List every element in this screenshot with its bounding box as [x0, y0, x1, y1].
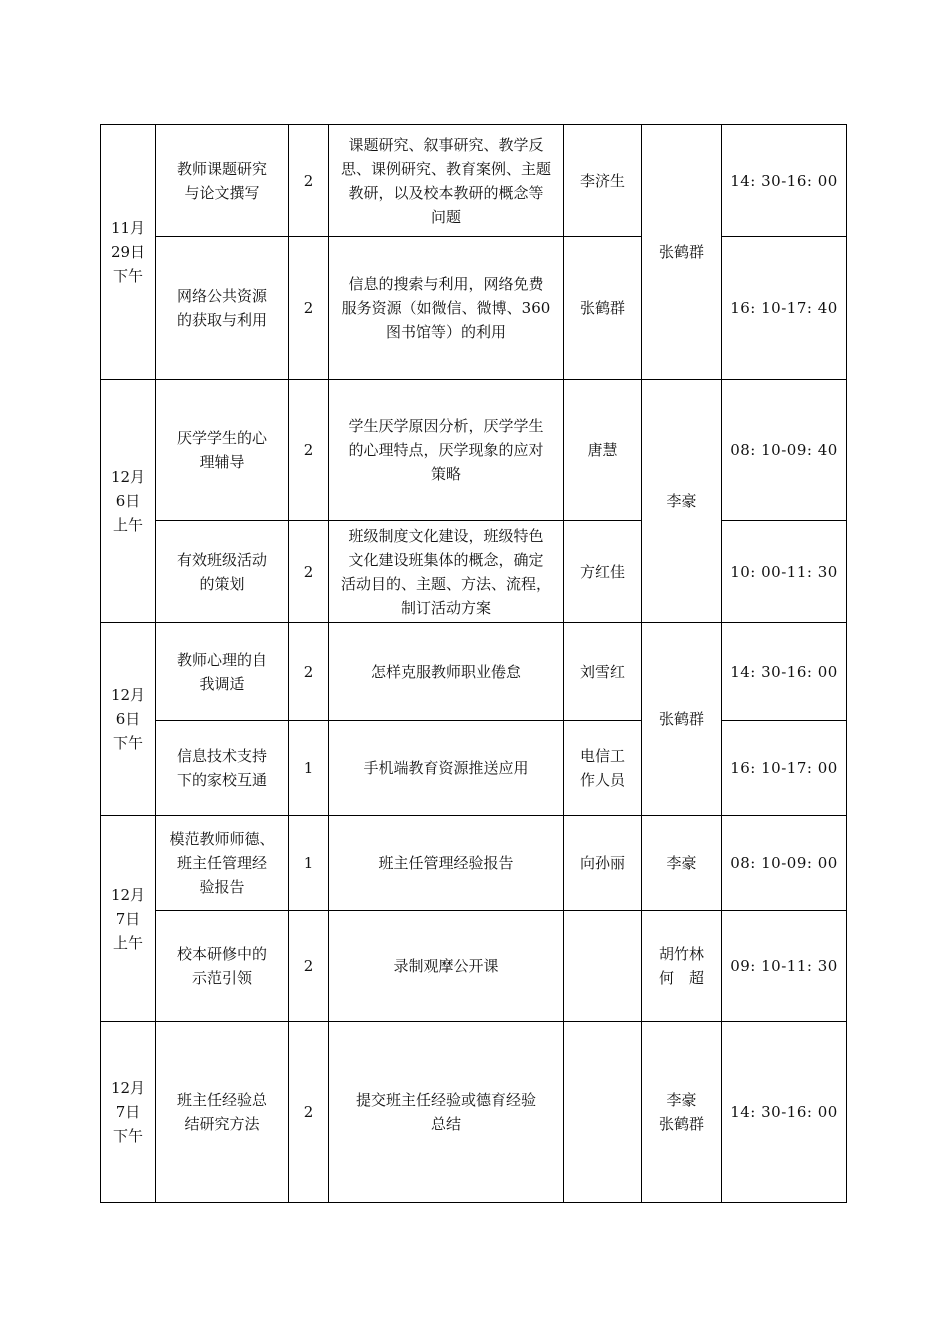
table-row — [101, 623, 847, 721]
table-row — [101, 721, 847, 816]
date-cell: 12月 7日 上午 — [101, 816, 156, 1022]
lecturer-cell: 向孙丽 — [564, 816, 642, 911]
time-cell: 14: 30-16: 00 — [722, 125, 847, 237]
host-cell: 李豪 — [642, 380, 722, 623]
time-cell: 16: 10-17: 40 — [722, 237, 847, 380]
hours-cell: 2 — [289, 911, 329, 1022]
host-cell: 张鹤群 — [642, 125, 722, 380]
table-row — [101, 816, 847, 911]
topic-cell: 校本研修中的 示范引领 — [156, 911, 289, 1022]
hours-cell: 2 — [289, 623, 329, 721]
table-row — [101, 521, 847, 623]
date-cell: 11月 29日 下午 — [101, 125, 156, 380]
time-cell: 09: 10-11: 30 — [722, 911, 847, 1022]
content-cell: 班级制度文化建设，班级特色 文化建设班集体的概念，确定 活动目的、主题、方法、流程， 制订活动方案 — [329, 521, 564, 623]
content-cell: 学生厌学原因分析，厌学学生 的心理特点，厌学现象的应对 策略 — [329, 380, 564, 521]
table-row — [101, 125, 847, 237]
content-cell: 手机端教育资源推送应用 — [329, 721, 564, 816]
time-cell: 14: 30-16: 00 — [722, 1022, 847, 1203]
date-cell: 12月 6日 下午 — [101, 623, 156, 816]
lecturer-cell: 李济生 — [564, 125, 642, 237]
time-cell: 10: 00-11: 30 — [722, 521, 847, 623]
host-cell: 李豪 张鹤群 — [642, 1022, 722, 1203]
lecturer-cell: 方红佳 — [564, 521, 642, 623]
hours-cell: 2 — [289, 521, 329, 623]
time-cell: 14: 30-16: 00 — [722, 623, 847, 721]
time-cell: 16: 10-17: 00 — [722, 721, 847, 816]
content-cell: 怎样克服教师职业倦怠 — [329, 623, 564, 721]
host-cell: 张鹤群 — [642, 623, 722, 816]
hours-cell: 1 — [289, 721, 329, 816]
schedule-table — [100, 124, 847, 1203]
hours-cell: 2 — [289, 380, 329, 521]
topic-cell: 教师心理的自 我调适 — [156, 623, 289, 721]
hours-cell: 1 — [289, 816, 329, 911]
topic-cell: 教师课题研究 与论文撰写 — [156, 125, 289, 237]
table-row — [101, 911, 847, 1022]
content-cell: 班主任管理经验报告 — [329, 816, 564, 911]
hours-cell: 2 — [289, 237, 329, 380]
topic-cell: 有效班级活动 的策划 — [156, 521, 289, 623]
topic-cell: 班主任经验总 结研究方法 — [156, 1022, 289, 1203]
host-cell: 胡竹林 何 超 — [642, 911, 722, 1022]
table-row — [101, 237, 847, 380]
time-cell: 08: 10-09: 00 — [722, 816, 847, 911]
time-cell: 08: 10-09: 40 — [722, 380, 847, 521]
host-cell: 李豪 — [642, 816, 722, 911]
topic-cell: 网络公共资源 的获取与利用 — [156, 237, 289, 380]
lecturer-cell: 电信工 作人员 — [564, 721, 642, 816]
content-cell: 录制观摩公开课 — [329, 911, 564, 1022]
content-cell: 提交班主任经验或德育经验 总结 — [329, 1022, 564, 1203]
topic-cell: 厌学学生的心 理辅导 — [156, 380, 289, 521]
date-cell: 12月 7日 下午 — [101, 1022, 156, 1203]
content-cell: 信息的搜索与利用，网络免费 服务资源（如微信、微博、360 图书馆等）的利用 — [329, 237, 564, 380]
table-row — [101, 1022, 847, 1203]
lecturer-cell: 张鹤群 — [564, 237, 642, 380]
date-cell: 12月 6日 上午 — [101, 380, 156, 623]
lecturer-cell — [564, 1022, 642, 1203]
lecturer-cell — [564, 911, 642, 1022]
lecturer-cell: 唐慧 — [564, 380, 642, 521]
hours-cell: 2 — [289, 125, 329, 237]
table-row — [101, 380, 847, 521]
lecturer-cell: 刘雪红 — [564, 623, 642, 721]
content-cell: 课题研究、叙事研究、教学反 思、课例研究、教育案例、主题 教研，以及校本教研的概念等 问题 — [329, 125, 564, 237]
hours-cell: 2 — [289, 1022, 329, 1203]
topic-cell: 信息技术支持 下的家校互通 — [156, 721, 289, 816]
topic-cell: 模范教师师德、 班主任管理经 验报告 — [156, 816, 289, 911]
